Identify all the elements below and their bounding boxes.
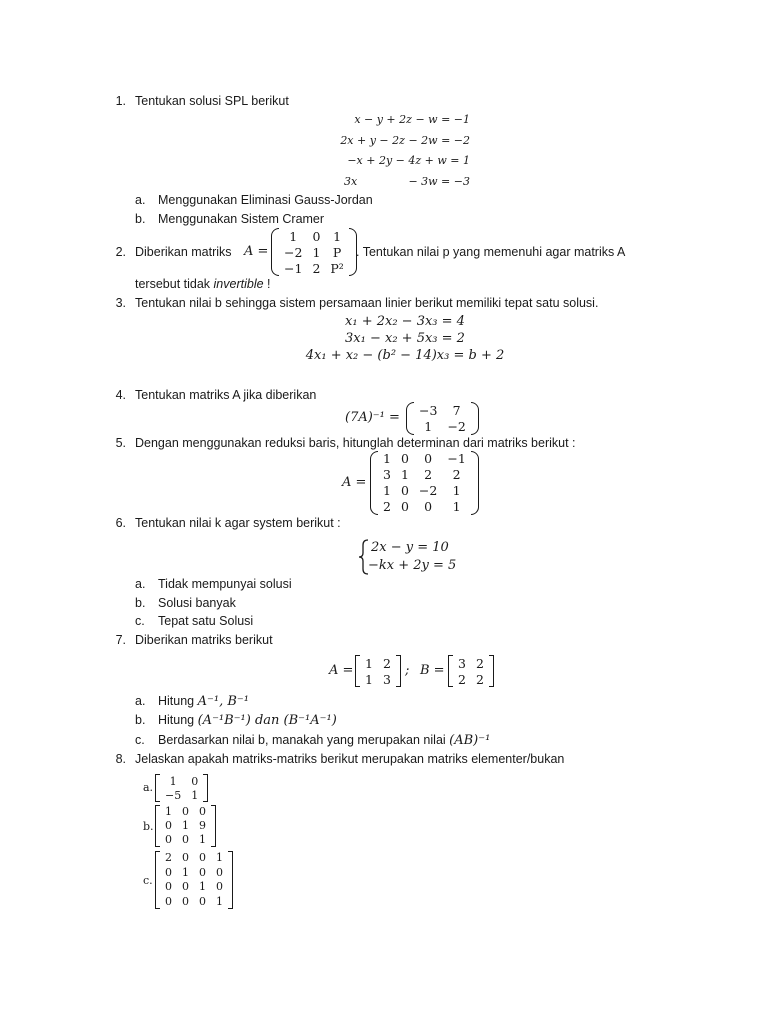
q1-eq-4b: − 3w = −3 bbox=[408, 174, 470, 188]
q7-matrix-a bbox=[355, 655, 401, 687]
q8-matrix-c-cell: 1 bbox=[216, 894, 223, 908]
q1-b-label: b. bbox=[135, 212, 146, 226]
q5-matrix-cell: 0 bbox=[400, 483, 409, 499]
q3-system bbox=[280, 313, 530, 364]
q7-b-label: b. bbox=[135, 713, 146, 727]
q2-line2-em: invertible bbox=[213, 277, 264, 291]
q8-matrix-b-cell: 0 bbox=[165, 819, 172, 833]
q5-matrix-cell: 2 bbox=[424, 467, 433, 483]
q4-number: 4. bbox=[115, 388, 126, 402]
q7-lhs-a: A = bbox=[329, 663, 354, 678]
q1-eq-1: x − y + 2z − w = −1 bbox=[354, 113, 470, 126]
q5-matrix-cell: 2 bbox=[452, 467, 461, 483]
q5-matrix-cell: −2 bbox=[418, 483, 438, 499]
q7-c-label: c. bbox=[135, 733, 145, 747]
q7-sep: ; bbox=[405, 663, 410, 678]
q6-b-label: b. bbox=[135, 596, 146, 610]
q5-matrix-cell: 0 bbox=[424, 451, 433, 467]
q7-matrix-b-cell: 2 bbox=[458, 671, 466, 687]
q2-number: 2. bbox=[115, 245, 126, 259]
q8-text: Jelaskan apakah matriks-matriks berikut merupakan matriks elementer/bukan bbox=[135, 752, 565, 766]
q3-eq-3: 4x₁ + x₂ − (b² − 14)x₃ = b + 2 bbox=[305, 348, 505, 363]
q8-matrix-b-cell: 0 bbox=[182, 805, 189, 819]
q7-matrix-b bbox=[448, 655, 494, 687]
q6-eq-2: −kx + 2y = 5 bbox=[368, 558, 457, 573]
q8-a-label: a. bbox=[143, 781, 154, 794]
q8-matrix-c-cell: 0 bbox=[199, 865, 206, 879]
q1-b-text: Menggunakan Sistem Cramer bbox=[158, 212, 325, 226]
q2-line2 bbox=[135, 277, 271, 291]
q7-b-text: Hitung bbox=[158, 713, 198, 727]
q7-a-text: Hitung bbox=[158, 694, 198, 708]
q2-matrix-cell: 1 bbox=[312, 244, 321, 260]
q7-a-item bbox=[158, 694, 249, 709]
q7-matrix-a-cell: 1 bbox=[365, 655, 373, 671]
q1-text: Tentukan solusi SPL berikut bbox=[135, 94, 289, 108]
q8-matrix-b-cell: 1 bbox=[182, 819, 189, 833]
q4-matrix-cell: 1 bbox=[424, 419, 433, 435]
q8-matrix-c-cell: 0 bbox=[182, 894, 189, 908]
q8-matrix-c-cell: 1 bbox=[199, 880, 206, 894]
q8-matrix-c-cell: 0 bbox=[182, 880, 189, 894]
q6-system bbox=[368, 539, 456, 575]
q2-matrix-cell: 0 bbox=[312, 228, 321, 244]
q4-matrix-cell: −3 bbox=[419, 402, 438, 418]
q4-matrix bbox=[406, 402, 479, 435]
q7-a-label: a. bbox=[135, 694, 146, 708]
q7-matrix-a-cell: 1 bbox=[365, 671, 373, 687]
q7-matrix-a-cell: 3 bbox=[382, 671, 391, 687]
q5-matrix-cell: 0 bbox=[400, 451, 409, 467]
q8-matrix-b-cell: 9 bbox=[199, 819, 206, 833]
q4-matrix-cell: −2 bbox=[447, 419, 466, 435]
q8-matrix-a-cell: −5 bbox=[165, 788, 182, 802]
q8-matrix-b-cell: 0 bbox=[182, 833, 189, 847]
q7-c-item bbox=[158, 733, 490, 748]
q6-a-text: Tidak mempunyai solusi bbox=[158, 577, 292, 591]
q3-eq-1: x₁ + 2x₂ − 3x₃ = 4 bbox=[345, 314, 465, 329]
q2-pre: Diberikan matriks bbox=[135, 245, 232, 259]
q1-eq-4a: 3x bbox=[344, 174, 358, 188]
q8-matrix-b-cell: 0 bbox=[199, 805, 206, 819]
q5-matrix-cell: 0 bbox=[400, 499, 409, 515]
q8-matrix-c-cell: 0 bbox=[216, 880, 223, 894]
q4-text: Tentukan matriks A jika diberikan bbox=[135, 388, 317, 402]
q8-matrix-c-cell: 1 bbox=[182, 865, 189, 879]
q5-text: Dengan menggunakan reduksi baris, hitunglah determinan dari matriks berikut : bbox=[135, 436, 576, 450]
q8-b-label: b. bbox=[143, 820, 154, 833]
q7-text: Diberikan matriks berikut bbox=[135, 633, 273, 647]
q1-system bbox=[300, 110, 470, 192]
q7-matrix-b-cell: 2 bbox=[475, 655, 484, 671]
q2-matrix-cell: −2 bbox=[284, 244, 303, 260]
q6-c-text: Tepat satu Solusi bbox=[158, 614, 254, 628]
q8-matrix-c-cell: 0 bbox=[165, 865, 172, 879]
q7-matrix-b-cell: 3 bbox=[458, 655, 466, 671]
q2-post: . Tentukan nilai p yang memenuhi agar matriks A bbox=[356, 245, 626, 259]
q7-c-math: (AB)⁻¹ bbox=[449, 733, 491, 748]
q5-matrix-cell: 1 bbox=[452, 499, 461, 515]
q5-matrix-cell: 1 bbox=[383, 483, 391, 499]
q7-b-item bbox=[158, 713, 337, 728]
q5-matrix-cell: 1 bbox=[400, 467, 409, 483]
q8-matrix-c-cell: 1 bbox=[216, 851, 223, 865]
q6-a-label: a. bbox=[135, 577, 146, 591]
q1-a-text: Menggunakan Eliminasi Gauss-Jordan bbox=[158, 193, 373, 207]
q2-line2-post: ! bbox=[263, 277, 271, 291]
q8-matrix-a bbox=[155, 774, 208, 802]
q3-number: 3. bbox=[115, 296, 126, 310]
q5-matrix-cell: −1 bbox=[447, 451, 466, 467]
q5-lhs: A = bbox=[342, 475, 367, 490]
q5-matrix-cell: 1 bbox=[383, 451, 391, 467]
q1-eq-3: −x + 2y − 4z + w = 1 bbox=[347, 154, 470, 167]
q7-lhs-b: B = bbox=[420, 663, 445, 678]
q1-eq-2: 2x + y − 2z − 2w = −2 bbox=[340, 133, 470, 147]
q7-matrix-b-cell: 2 bbox=[475, 671, 484, 687]
q3-text: Tentukan nilai b sehingga sistem persamaan linier berikut memiliki tepat satu solusi. bbox=[135, 296, 599, 310]
q8-matrix-a-cell: 0 bbox=[191, 774, 199, 788]
q2-lhs: A = bbox=[244, 244, 269, 259]
q3-eq-2: 3x₁ − x₂ + 5x₃ = 2 bbox=[345, 331, 465, 346]
q8-matrix-c bbox=[155, 851, 233, 909]
q5-number: 5. bbox=[115, 436, 126, 450]
q8-matrix-b-cell: 1 bbox=[199, 833, 206, 847]
q8-matrix-c-cell: 0 bbox=[199, 851, 206, 865]
q8-matrix-b-cell: 1 bbox=[165, 805, 172, 819]
q8-matrix-c-cell: 2 bbox=[165, 851, 172, 865]
q1-a-label: a. bbox=[135, 193, 146, 207]
q5-matrix-cell: 2 bbox=[383, 499, 391, 515]
q4-lhs: (7A)⁻¹ = bbox=[345, 410, 400, 425]
q8-matrix-b-cell: 0 bbox=[165, 833, 172, 847]
q8-matrix-a-cell: 1 bbox=[191, 788, 199, 802]
q7-c-text: Berdasarkan nilai b, manakah yang merupakan nilai bbox=[158, 733, 450, 747]
q5-matrix bbox=[370, 451, 479, 515]
q7-a-math: A⁻¹, B⁻¹ bbox=[197, 694, 249, 709]
q6-b-text: Solusi banyak bbox=[158, 596, 236, 610]
q2-matrix-cell: P bbox=[332, 244, 342, 260]
q8-matrix-c-cell: 0 bbox=[165, 880, 172, 894]
q2-matrix bbox=[271, 228, 357, 276]
q8-number: 8. bbox=[115, 752, 126, 766]
q4-matrix-cell: 7 bbox=[452, 402, 461, 418]
q8-matrix-c-cell: 0 bbox=[165, 894, 172, 908]
q2-matrix-cell: −1 bbox=[284, 260, 303, 276]
q6-number: 6. bbox=[115, 516, 126, 530]
q8-c-label: c. bbox=[143, 874, 153, 887]
q1-number: 1. bbox=[115, 94, 126, 108]
q5-matrix-cell: 3 bbox=[383, 467, 391, 483]
q7-b-math: (A⁻¹B⁻¹) dan (B⁻¹A⁻¹) bbox=[197, 713, 337, 728]
q8-matrix-a-cell: 1 bbox=[169, 774, 177, 788]
q7-number: 7. bbox=[115, 633, 126, 647]
q2-line2-pre: tersebut tidak bbox=[135, 277, 211, 291]
q6-eq-1: 2x − y = 10 bbox=[371, 540, 449, 555]
q5-matrix-cell: 0 bbox=[424, 499, 433, 515]
q2-matrix-cell: 1 bbox=[289, 228, 298, 244]
q6-c-label: c. bbox=[135, 614, 145, 628]
q8-matrix-c-cell: 0 bbox=[182, 851, 189, 865]
q8-matrix-b bbox=[155, 805, 216, 847]
q2-matrix-cell: 1 bbox=[333, 228, 342, 244]
q8-matrix-c-cell: 0 bbox=[199, 894, 206, 908]
q5-matrix-cell: 1 bbox=[452, 483, 461, 499]
q6-text: Tentukan nilai k agar system berikut : bbox=[135, 516, 341, 530]
q7-matrix-a-cell: 2 bbox=[382, 655, 391, 671]
q2-matrix-cell: P² bbox=[330, 260, 344, 276]
q2-matrix-cell: 2 bbox=[312, 260, 321, 276]
q8-matrix-c-cell: 0 bbox=[216, 865, 223, 879]
